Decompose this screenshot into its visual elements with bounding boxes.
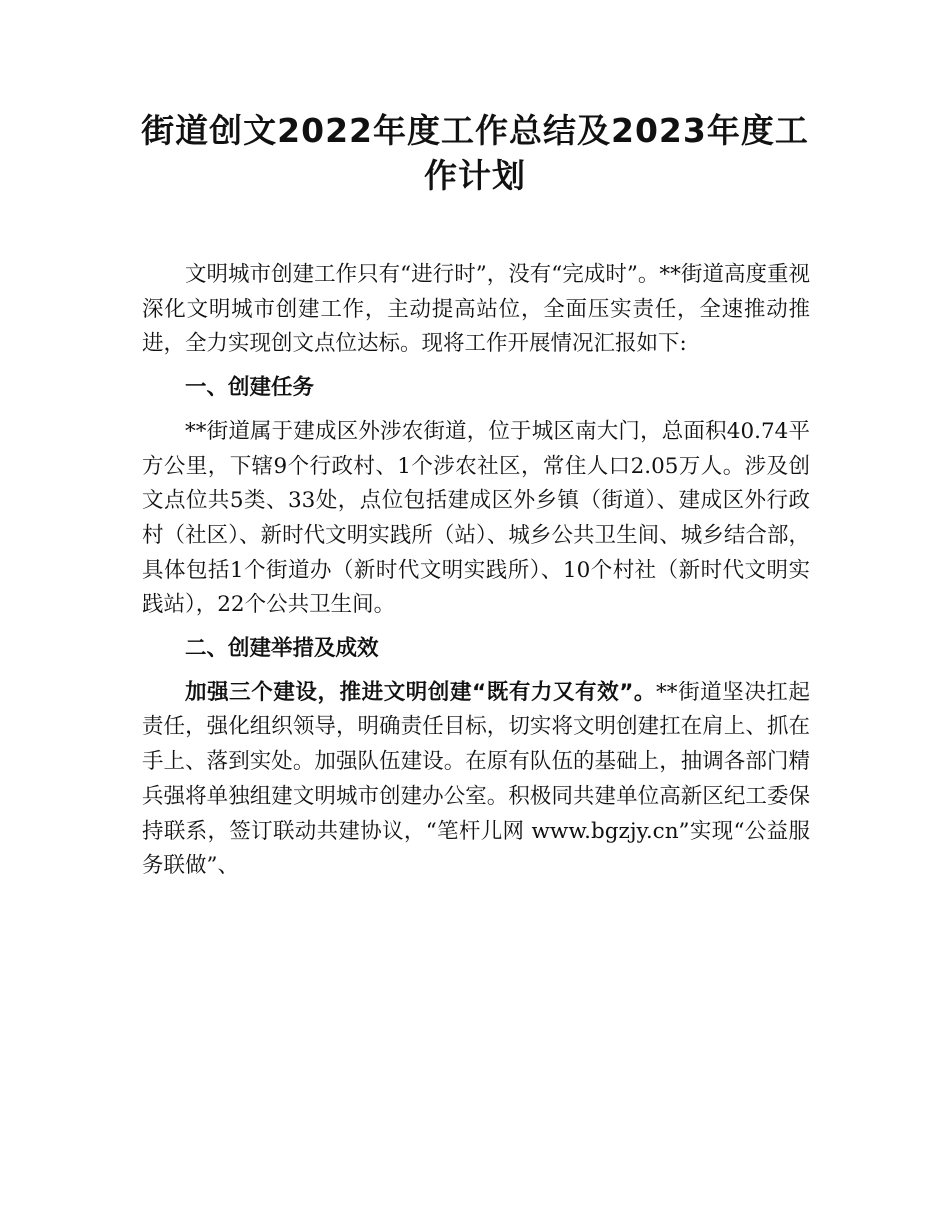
section-heading-measures: 二、创建举措及成效 <box>185 636 379 662</box>
document-body <box>142 258 810 884</box>
measures-paragraph <box>142 676 810 884</box>
tasks-paragraph: **街道属于建成区外涉农街道，位于城区南大门，总面积40.74平方公里，下辖9个行政村、1个涉农社区，常住人口2.05万人。涉及创文点位共5类、33处，点位包括建成区外乡镇（街道）、建成区外行政村（社区）、新时代文明实践所（站）、城乡公共卫生间、城乡结合部，具体包括1个街道办（新时代文明实践所）、10个村社（新时代文明实践站），22个公共卫生间。 <box>142 418 810 618</box>
measures-lead-sentence: 加强三个建设，推进文明创建“既有力又有效”。 <box>185 679 657 705</box>
measures-body-text: **街道坚决扛起责任，强化组织领导，明确责任目标，切实将文明创建扛在肩上、抓在手上、落到实处。加强队伍建设。在原有队伍的基础上，抽调各部门精兵强将单独组建文明城市创建办公室。积极同共建单位高新区纪工委保持联系，签订联动共建协议，“笔杆儿网 www.bgzjy.cn”实现“公益服务联做”、 <box>142 679 810 879</box>
section-heading-tasks: 一、创建任务 <box>185 375 315 401</box>
intro-paragraph: 文明城市创建工作只有“进行时”，没有“完成时”。**街道高度重视深化文明城市创建工作，主动提高站位，全面压实责任，全速推动推进，全力实现创文点位达标。现将工作开展情况汇报如下: <box>142 262 810 357</box>
document-title: 街道创文2022年度工作总结及2023年度工作计划 <box>141 111 809 195</box>
